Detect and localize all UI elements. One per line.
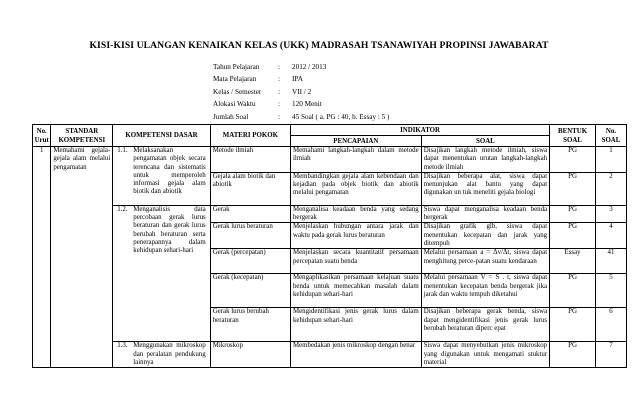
meta-key: Mata Pelajaran: [213, 75, 257, 84]
kisi-table: [32, 124, 627, 368]
kd-text: Melaksanakan pengamatan objek secara terencana dan sistematis untuk memperoleh informasi gejala alam biotik dan abiotik: [133, 147, 206, 196]
meta-row: [213, 86, 389, 98]
materi-cell: Gejala alam biotik dan abiotik: [210, 172, 290, 205]
soal-cell: Siswa dapat menyebutkan jenis mikroskop yang digunakan untuk mengamati stuktur material: [421, 342, 549, 368]
meta-sep: :: [278, 112, 280, 121]
header-text: No.: [36, 127, 47, 135]
header-pencapaian: PENCAPAIAN: [290, 136, 421, 147]
bentuk-soal-cell: PG: [550, 147, 596, 173]
no-soal-cell: 1: [595, 147, 626, 173]
header-text: SOAL: [563, 136, 582, 144]
header-no-urut: [33, 125, 51, 147]
meta-row: [213, 61, 389, 73]
meta-block: [213, 61, 389, 123]
no-soal-cell: 2: [595, 172, 626, 205]
meta-row: [213, 73, 389, 85]
no-soal-cell: 3: [595, 205, 626, 223]
bentuk-soal-cell: PG: [550, 172, 596, 205]
meta-key: Alokasi Waktu: [213, 100, 256, 109]
meta-value: IPA: [292, 75, 303, 84]
header-bentuk-soal: [550, 125, 596, 147]
pencapaian-cell: Memahami langkah-langkah dalam metode ilmiah: [290, 147, 421, 173]
materi-cell: Gerak: [210, 205, 290, 223]
kd-number: 1.2.: [117, 205, 128, 213]
header-text: No.: [605, 127, 617, 135]
soal-cell: Melalui persamaan a = Δv/Δt, siswa dapat menghitung perce-patan suatu kendaraan: [421, 249, 549, 274]
soal-cell: Disajikan langkah metode ilmiah, siswa dapat menentukan urutan langkah-langkah metode ilmiah: [421, 147, 549, 173]
header-text: KOMPETENSI: [58, 136, 106, 144]
materi-cell: Mikroskop: [210, 342, 290, 368]
pencapaian-cell: Membedakan jenis mikroskop dengan benar: [290, 342, 421, 368]
materi-cell: Gerak lurus beraturan: [210, 223, 290, 249]
meta-key: Kelas / Semester: [213, 87, 262, 96]
meta-row: [213, 111, 389, 123]
header-no-soal: [595, 125, 626, 147]
bentuk-soal-cell: Essay: [550, 249, 596, 274]
pencapaian-cell: Menganalisa keadaan benda yang sedang bergerak: [290, 205, 421, 223]
table-row: [33, 147, 627, 173]
soal-cell: Disajikan beberapa alat, siswa dapat menunjukan alat bantu yang dapat digunakan un tuk meneliti gejala biologi: [421, 172, 549, 205]
pencapaian-cell: Mengaplikasikan persamaan kelajuan suatu benda untuk memecahkan masalah dalam kehidupan sehari-hari: [290, 274, 421, 308]
pencapaian-cell: Mengidentifikasi jenis gerak lurus dalam kehidupan sehari-hari: [290, 308, 421, 342]
soal-cell: Melalui persamaan V = S . t, siswa dapat menentukan kecepatan benda bergerak jika jarak dan waktu tempuh diketahui: [421, 274, 549, 308]
kd-text: Menggunakan mikroskop dan peralatan pendukung lainnya: [133, 342, 206, 366]
header-text: BENTUK: [558, 127, 588, 135]
header-text: Urut: [34, 136, 49, 144]
bentuk-soal-cell: PG: [550, 274, 596, 308]
meta-value: VII / 2: [292, 87, 312, 96]
soal-cell: Disajikan beberapa gerak benda, siswa dapat mengidentifikasi jenis gerak lurus berubah beraturan diperc epat: [421, 308, 549, 342]
kd-text: Menganalisis data percobaan gerak lurus beraturan dan gerak lurus berubah beraturan serta penerapannya dalam kehidupan sehari-hari: [133, 205, 206, 255]
table-row: [33, 342, 627, 368]
materi-cell: Metode ilmiah: [210, 147, 290, 173]
standar-kompetensi-cell: Memahami gejala-gejala alam melalui pengamatan: [51, 147, 113, 368]
meta-value: 2012 / 2013: [292, 63, 327, 71]
header-kompetensi-dasar: KOMPETENSI DASAR: [113, 125, 210, 147]
header-indikator: INDIKATOR: [290, 125, 549, 136]
materi-cell: Gerak (kecepatan): [210, 274, 290, 308]
meta-value: 45 Soal ( a. PG : 40, b. Essay : 5 ): [292, 112, 390, 121]
meta-sep: :: [278, 87, 280, 96]
kompetensi-dasar-cell: [113, 147, 210, 206]
pencapaian-cell: Menjelaskan hubungan antara jarak dan waktu pada gerak lurus beraturan: [290, 223, 421, 249]
pencapaian-cell: Menjelaskan secara kuantitatif persamaan percepatan suatu benda: [290, 249, 421, 274]
kd-number: 1.1.: [117, 147, 128, 154]
bentuk-soal-cell: PG: [550, 205, 596, 223]
bentuk-soal-cell: PG: [550, 308, 596, 342]
bentuk-soal-cell: PG: [550, 223, 596, 249]
document-title: KISI-KISI ULANGAN KENAIKAN KELAS (UKK) MADRASAH TSANAWIYAH PROPINSI JAWABARAT: [89, 40, 549, 51]
meta-sep: :: [278, 100, 280, 109]
meta-sep: :: [278, 75, 280, 84]
header-materi-pokok: MATERI POKOK: [210, 125, 290, 147]
meta-value: 120 Menit: [292, 100, 322, 109]
soal-cell: Siswa dapat menganalisa keadaan benda bergerak: [421, 205, 549, 223]
kd-number: 1.3.: [117, 342, 128, 350]
pencapaian-cell: Membandingkan gejala alam kebendaan dan kejadian pada objek biotik dan abiotik melalui pengamatan: [290, 172, 421, 205]
header-soal: SOAL: [421, 136, 549, 147]
meta-key: Tahun Pelajaran: [213, 63, 260, 71]
no-soal-cell: 6: [595, 308, 626, 342]
meta-sep: :: [278, 63, 280, 71]
kompetensi-dasar-cell: [113, 342, 210, 368]
no-soal-cell: 41: [595, 249, 626, 274]
header-text: STANDAR: [65, 127, 99, 135]
no-soal-cell: 4: [595, 223, 626, 249]
header-text: SOAL: [601, 136, 621, 144]
no-soal-cell: 5: [595, 274, 626, 308]
table-row: [33, 205, 627, 223]
bentuk-soal-cell: PG: [550, 342, 596, 368]
no-urut-cell: 1: [33, 147, 51, 368]
no-soal-cell: 7: [595, 342, 626, 368]
meta-key: Jumlah Soal: [213, 112, 249, 121]
kompetensi-dasar-cell: [113, 205, 210, 341]
header-standar-kompetensi: [51, 125, 113, 147]
materi-cell: Gerak (percepatan): [210, 249, 290, 274]
materi-cell: Gerak lurus berubah beraturan: [210, 308, 290, 342]
meta-row: [213, 98, 389, 110]
soal-cell: Disajikan grafik glb, siswa dapat menentukan kecepatan dan jarak yang ditempuh: [421, 223, 549, 249]
